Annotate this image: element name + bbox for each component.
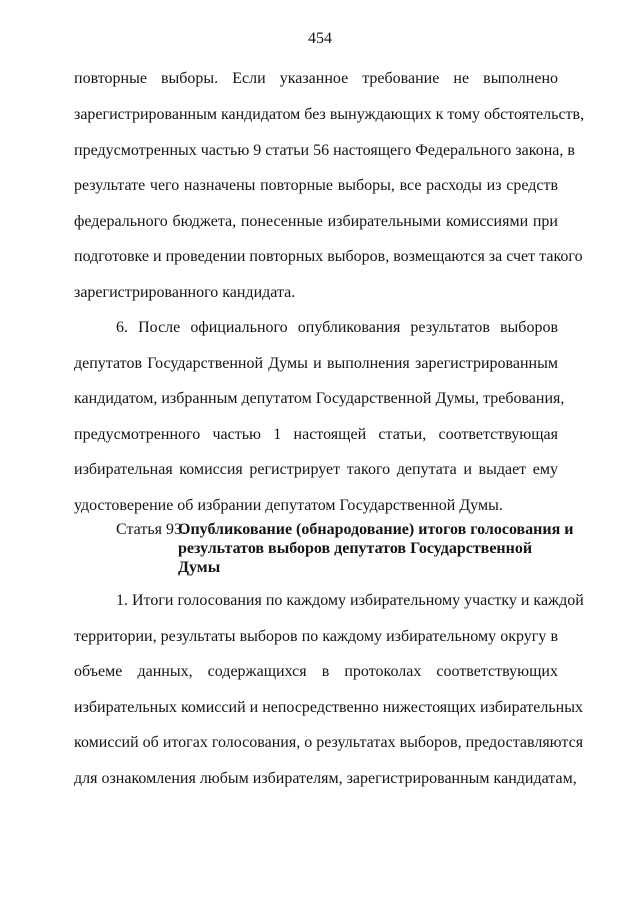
paragraph-2-line: депутатов Государственной Думы и выполнения зарегистрированным (74, 355, 558, 372)
paragraph-1-line: результате чего назначены повторные выборы, все расходы из средств (74, 177, 558, 194)
article-title-line: Думы (178, 559, 221, 576)
paragraph-1-line: зарегистрированного кандидата. (74, 284, 296, 301)
paragraph-1-line: повторные выборы. Если указанное требование не выполнено (74, 70, 558, 87)
paragraph-3-line: объеме данных, содержащихся в протоколах соответствующих (74, 663, 558, 680)
paragraph-2-line: кандидатом, избранным депутатом Государственной Думы, требования, (74, 390, 565, 407)
paragraph-3-line: территории, результаты выборов по каждому избирательному округу в (74, 628, 558, 645)
article-title-line: Опубликование (обнародование) итогов голосования и (178, 521, 574, 538)
paragraph-1-line: зарегистрированным кандидатом без вынуждающих к тому обстоятельств, (74, 106, 585, 123)
page-number: 454 (308, 30, 332, 47)
paragraph-1-line: подготовке и проведении повторных выборов, возмещаются за счет такого (74, 248, 583, 265)
paragraph-3-line: 1. Итоги голосования по каждому избирательному участку и каждой (116, 592, 584, 609)
paragraph-3-line: комиссий об итогах голосования, о результатах выборов, предоставляются (74, 734, 584, 751)
paragraph-3-line: избирательных комиссий и непосредственно нижестоящих избирательных (74, 699, 583, 716)
article-number: Статья 93. (116, 521, 186, 538)
paragraph-2-line: избирательная комиссия регистрирует такого депутата и выдает ему (74, 461, 558, 478)
paragraph-2-line: 6. После официального опубликования результатов выборов (116, 319, 558, 336)
paragraph-1-line: предусмотренных частью 9 статьи 56 настоящего Федерального закона, в (74, 142, 575, 159)
paragraph-2-line: удостоверение об избрании депутатом Государственной Думы. (74, 497, 503, 514)
paragraph-2-line: предусмотренного частью 1 настоящей статьи, соответствующая (74, 426, 558, 443)
paragraph-3-line: для ознакомления любым избирателям, зарегистрированным кандидатам, (74, 770, 577, 787)
paragraph-1-line: федерального бюджета, понесенные избирательными комиссиями при (74, 213, 558, 230)
article-title-line: результатов выборов депутатов Государственной (178, 540, 533, 557)
